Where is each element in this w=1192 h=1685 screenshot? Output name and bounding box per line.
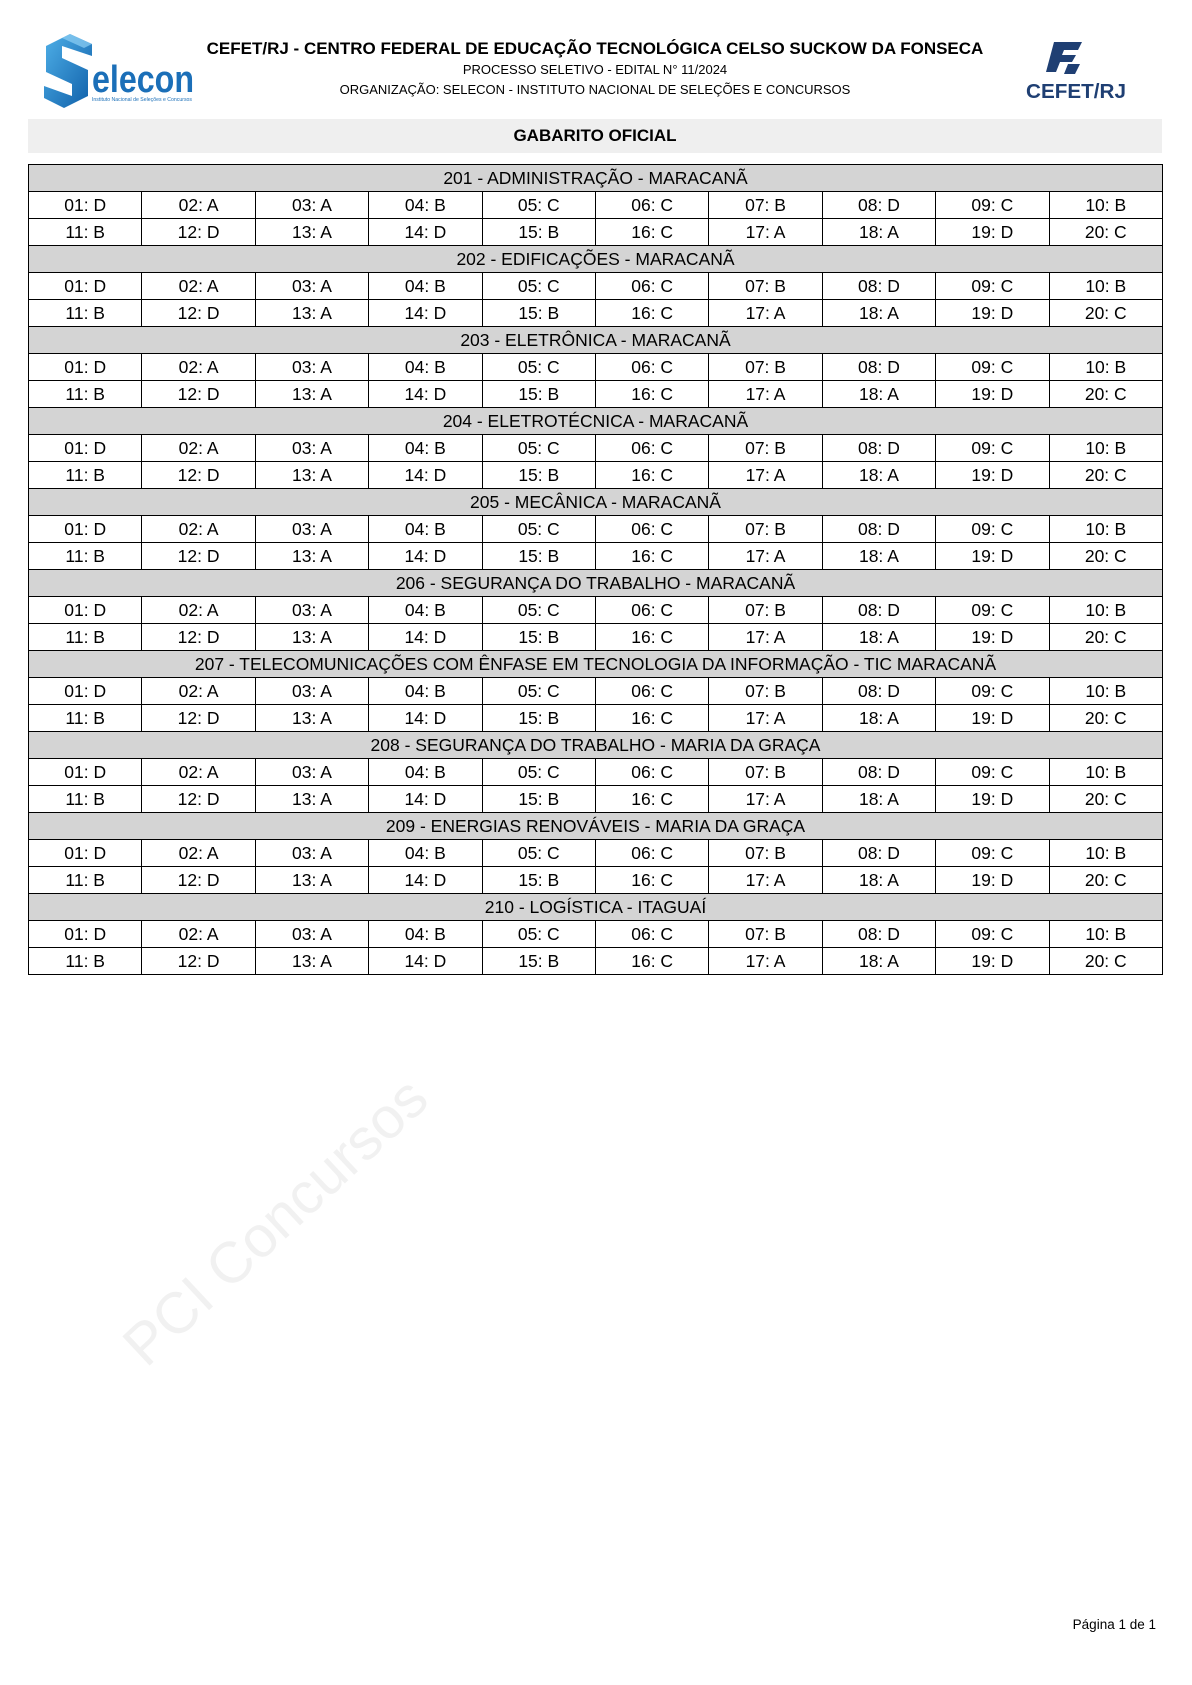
answer-cell: 01: D	[29, 597, 142, 624]
answer-cell: 02: A	[142, 678, 255, 705]
answer-cell: 11: B	[29, 867, 142, 894]
answer-row	[29, 867, 1163, 894]
answer-cell: 08: D	[822, 759, 935, 786]
course-title: 208 - SEGURANÇA DO TRABALHO - MARIA DA GRAÇA	[29, 732, 1163, 759]
answer-cell: 05: C	[482, 354, 595, 381]
answer-cell: 17: A	[709, 948, 822, 975]
answer-cell: 19: D	[936, 624, 1049, 651]
answer-cell: 04: B	[369, 435, 482, 462]
answer-cell: 16: C	[595, 219, 708, 246]
answer-cell: 06: C	[595, 921, 708, 948]
document-header	[0, 0, 1192, 112]
answer-cell: 09: C	[936, 759, 1049, 786]
answer-row	[29, 786, 1163, 813]
answer-cell: 04: B	[369, 759, 482, 786]
answer-cell: 10: B	[1049, 192, 1162, 219]
answer-cell: 03: A	[255, 840, 368, 867]
answer-cell: 06: C	[595, 192, 708, 219]
answer-cell: 02: A	[142, 840, 255, 867]
answer-cell: 16: C	[595, 948, 708, 975]
answer-cell: 08: D	[822, 921, 935, 948]
page-number: Página 1 de 1	[1072, 1617, 1156, 1632]
answer-cell: 10: B	[1049, 597, 1162, 624]
edital-subtitle: PROCESSO SELETIVO - EDITAL N° 11/2024	[462, 62, 728, 77]
answer-cell: 05: C	[482, 597, 595, 624]
answer-cell: 19: D	[936, 948, 1049, 975]
answer-row	[29, 597, 1163, 624]
course-header-row	[29, 246, 1163, 273]
answer-cell: 16: C	[595, 462, 708, 489]
answer-cell: 03: A	[255, 678, 368, 705]
answer-cell: 12: D	[142, 219, 255, 246]
answer-cell: 20: C	[1049, 948, 1162, 975]
cefet-rj-logo	[1020, 38, 1140, 104]
answer-cell: 09: C	[936, 192, 1049, 219]
answer-cell: 06: C	[595, 354, 708, 381]
answer-cell: 04: B	[369, 921, 482, 948]
answer-cell: 05: C	[482, 273, 595, 300]
answer-cell: 04: B	[369, 192, 482, 219]
answer-cell: 08: D	[822, 354, 935, 381]
answer-cell: 03: A	[255, 759, 368, 786]
answer-cell: 13: A	[255, 867, 368, 894]
answer-cell: 19: D	[936, 543, 1049, 570]
answer-cell: 11: B	[29, 543, 142, 570]
answer-cell: 02: A	[142, 921, 255, 948]
answer-cell: 15: B	[482, 543, 595, 570]
answer-cell: 09: C	[936, 597, 1049, 624]
answer-cell: 18: A	[822, 462, 935, 489]
answer-cell: 10: B	[1049, 759, 1162, 786]
answer-cell: 09: C	[936, 516, 1049, 543]
answer-cell: 03: A	[255, 192, 368, 219]
answer-cell: 15: B	[482, 381, 595, 408]
answer-cell: 04: B	[369, 516, 482, 543]
answer-cell: 15: B	[482, 219, 595, 246]
answer-cell: 20: C	[1049, 705, 1162, 732]
answer-cell: 05: C	[482, 759, 595, 786]
course-header-row	[29, 165, 1163, 192]
selecon-logo-text: elecon	[92, 59, 194, 101]
watermark: PCI Concursos	[110, 1064, 441, 1379]
course-title: 206 - SEGURANÇA DO TRABALHO - MARACANÃ	[29, 570, 1163, 597]
answer-cell: 13: A	[255, 462, 368, 489]
organization-line: ORGANIZAÇÃO: SELECON - INSTITUTO NACIONAL DE SELEÇÕES E CONCURSOS	[339, 82, 851, 97]
answer-cell: 12: D	[142, 948, 255, 975]
answer-cell: 16: C	[595, 786, 708, 813]
selecon-logo-tagline: Instituto Nacional de Seleções e Concursos	[92, 97, 193, 103]
answer-cell: 15: B	[482, 948, 595, 975]
answer-cell: 01: D	[29, 192, 142, 219]
answer-cell: 20: C	[1049, 624, 1162, 651]
answer-cell: 08: D	[822, 597, 935, 624]
answer-cell: 17: A	[709, 462, 822, 489]
answer-cell: 02: A	[142, 354, 255, 381]
answer-cell: 04: B	[369, 354, 482, 381]
answer-cell: 05: C	[482, 840, 595, 867]
answer-cell: 13: A	[255, 786, 368, 813]
answer-cell: 12: D	[142, 543, 255, 570]
answer-cell: 17: A	[709, 219, 822, 246]
answer-cell: 08: D	[822, 678, 935, 705]
answer-row	[29, 354, 1163, 381]
answer-cell: 06: C	[595, 273, 708, 300]
answer-cell: 14: D	[369, 543, 482, 570]
answer-row	[29, 192, 1163, 219]
answer-row	[29, 381, 1163, 408]
answer-cell: 08: D	[822, 435, 935, 462]
answer-cell: 14: D	[369, 948, 482, 975]
answer-cell: 01: D	[29, 516, 142, 543]
answer-cell: 03: A	[255, 354, 368, 381]
answer-cell: 17: A	[709, 381, 822, 408]
answer-cell: 07: B	[709, 516, 822, 543]
answer-key-body	[29, 165, 1163, 975]
answer-cell: 06: C	[595, 516, 708, 543]
answer-cell: 09: C	[936, 921, 1049, 948]
answer-cell: 10: B	[1049, 273, 1162, 300]
answer-cell: 12: D	[142, 381, 255, 408]
answer-cell: 16: C	[595, 300, 708, 327]
answer-row	[29, 840, 1163, 867]
answer-cell: 18: A	[822, 705, 935, 732]
answer-cell: 10: B	[1049, 516, 1162, 543]
answer-cell: 20: C	[1049, 300, 1162, 327]
answer-cell: 07: B	[709, 759, 822, 786]
answer-cell: 06: C	[595, 597, 708, 624]
course-header-row	[29, 327, 1163, 354]
answer-cell: 14: D	[369, 300, 482, 327]
answer-cell: 20: C	[1049, 543, 1162, 570]
answer-cell: 13: A	[255, 705, 368, 732]
answer-cell: 15: B	[482, 624, 595, 651]
answer-cell: 01: D	[29, 759, 142, 786]
answer-cell: 14: D	[369, 786, 482, 813]
page-title: CEFET/RJ - CENTRO FEDERAL DE EDUCAÇÃO TECNOLÓGICA CELSO SUCKOW DA FONSECA	[206, 39, 984, 58]
answer-cell: 10: B	[1049, 678, 1162, 705]
answer-cell: 09: C	[936, 678, 1049, 705]
answer-cell: 02: A	[142, 759, 255, 786]
answer-cell: 03: A	[255, 597, 368, 624]
answer-row	[29, 759, 1163, 786]
answer-row	[29, 273, 1163, 300]
answer-cell: 14: D	[369, 705, 482, 732]
course-title: 209 - ENERGIAS RENOVÁVEIS - MARIA DA GRAÇA	[29, 813, 1163, 840]
course-title: 205 - MECÂNICA - MARACANÃ	[29, 489, 1163, 516]
answer-cell: 02: A	[142, 192, 255, 219]
answer-cell: 11: B	[29, 219, 142, 246]
answer-cell: 17: A	[709, 300, 822, 327]
answer-cell: 05: C	[482, 921, 595, 948]
answer-cell: 08: D	[822, 516, 935, 543]
answer-cell: 04: B	[369, 273, 482, 300]
answer-cell: 16: C	[595, 867, 708, 894]
answer-row	[29, 678, 1163, 705]
answer-cell: 14: D	[369, 867, 482, 894]
answer-cell: 08: D	[822, 840, 935, 867]
answer-cell: 15: B	[482, 867, 595, 894]
answer-cell: 14: D	[369, 219, 482, 246]
answer-cell: 10: B	[1049, 840, 1162, 867]
answer-cell: 15: B	[482, 462, 595, 489]
answer-cell: 08: D	[822, 192, 935, 219]
gabarito-banner: GABARITO OFICIAL	[28, 119, 1162, 153]
answer-cell: 08: D	[822, 273, 935, 300]
answer-cell: 11: B	[29, 381, 142, 408]
course-header-row	[29, 651, 1163, 678]
answer-cell: 09: C	[936, 435, 1049, 462]
answer-cell: 16: C	[595, 705, 708, 732]
answer-cell: 13: A	[255, 543, 368, 570]
answer-cell: 12: D	[142, 705, 255, 732]
answer-cell: 02: A	[142, 435, 255, 462]
answer-cell: 03: A	[255, 921, 368, 948]
cefet-rj-logo-text: CEFET/RJ	[1026, 81, 1126, 103]
course-header-row	[29, 732, 1163, 759]
answer-cell: 10: B	[1049, 354, 1162, 381]
answer-cell: 06: C	[595, 678, 708, 705]
answer-cell: 16: C	[595, 381, 708, 408]
answer-cell: 11: B	[29, 705, 142, 732]
answer-cell: 03: A	[255, 435, 368, 462]
answer-cell: 12: D	[142, 300, 255, 327]
answer-row	[29, 435, 1163, 462]
answer-cell: 15: B	[482, 786, 595, 813]
selecon-logo	[40, 30, 200, 112]
answer-cell: 14: D	[369, 381, 482, 408]
answer-cell: 10: B	[1049, 435, 1162, 462]
answer-cell: 07: B	[709, 597, 822, 624]
answer-cell: 05: C	[482, 435, 595, 462]
answer-cell: 17: A	[709, 624, 822, 651]
answer-cell: 07: B	[709, 192, 822, 219]
answer-cell: 01: D	[29, 273, 142, 300]
answer-cell: 06: C	[595, 435, 708, 462]
answer-cell: 10: B	[1049, 921, 1162, 948]
answer-cell: 14: D	[369, 624, 482, 651]
answer-cell: 18: A	[822, 948, 935, 975]
course-header-row	[29, 813, 1163, 840]
course-title: 207 - TELECOMUNICAÇÕES COM ÊNFASE EM TECNOLOGIA DA INFORMAÇÃO - TIC MARACANÃ	[29, 651, 1163, 678]
answer-cell: 12: D	[142, 462, 255, 489]
answer-cell: 06: C	[595, 840, 708, 867]
answer-cell: 20: C	[1049, 867, 1162, 894]
answer-cell: 12: D	[142, 624, 255, 651]
header-titles	[180, 38, 1010, 100]
answer-cell: 04: B	[369, 597, 482, 624]
answer-cell: 16: C	[595, 543, 708, 570]
answer-cell: 11: B	[29, 462, 142, 489]
answer-row	[29, 219, 1163, 246]
course-header-row	[29, 489, 1163, 516]
answer-cell: 19: D	[936, 219, 1049, 246]
answer-cell: 01: D	[29, 354, 142, 381]
answer-cell: 12: D	[142, 786, 255, 813]
answer-cell: 02: A	[142, 597, 255, 624]
answer-cell: 11: B	[29, 300, 142, 327]
course-title: 202 - EDIFICAÇÕES - MARACANÃ	[29, 246, 1163, 273]
answer-cell: 07: B	[709, 435, 822, 462]
answer-cell: 14: D	[369, 462, 482, 489]
answer-cell: 04: B	[369, 840, 482, 867]
answer-row	[29, 543, 1163, 570]
course-header-row	[29, 570, 1163, 597]
answer-cell: 11: B	[29, 786, 142, 813]
answer-cell: 04: B	[369, 678, 482, 705]
course-title: 201 - ADMINISTRAÇÃO - MARACANÃ	[29, 165, 1163, 192]
course-title: 204 - ELETROTÉCNICA - MARACANÃ	[29, 408, 1163, 435]
answer-cell: 19: D	[936, 786, 1049, 813]
answer-row	[29, 300, 1163, 327]
answer-cell: 19: D	[936, 381, 1049, 408]
answer-cell: 17: A	[709, 867, 822, 894]
answer-cell: 18: A	[822, 543, 935, 570]
answer-cell: 15: B	[482, 705, 595, 732]
answer-cell: 09: C	[936, 273, 1049, 300]
answer-cell: 01: D	[29, 840, 142, 867]
answer-cell: 18: A	[822, 381, 935, 408]
answer-cell: 20: C	[1049, 381, 1162, 408]
answer-cell: 05: C	[482, 192, 595, 219]
course-header-row	[29, 894, 1163, 921]
answer-row	[29, 624, 1163, 651]
answer-cell: 20: C	[1049, 786, 1162, 813]
answer-row	[29, 516, 1163, 543]
answer-row	[29, 462, 1163, 489]
answer-cell: 15: B	[482, 300, 595, 327]
course-title: 203 - ELETRÔNICA - MARACANÃ	[29, 327, 1163, 354]
answer-cell: 02: A	[142, 273, 255, 300]
answer-cell: 01: D	[29, 921, 142, 948]
answer-cell: 13: A	[255, 381, 368, 408]
answer-cell: 07: B	[709, 354, 822, 381]
course-header-row	[29, 408, 1163, 435]
answer-cell: 05: C	[482, 678, 595, 705]
answer-cell: 13: A	[255, 300, 368, 327]
answer-cell: 17: A	[709, 543, 822, 570]
answer-row	[29, 705, 1163, 732]
answer-cell: 11: B	[29, 948, 142, 975]
answer-cell: 19: D	[936, 867, 1049, 894]
answer-cell: 07: B	[709, 678, 822, 705]
answer-cell: 17: A	[709, 705, 822, 732]
answer-cell: 13: A	[255, 948, 368, 975]
answer-cell: 18: A	[822, 624, 935, 651]
answer-cell: 13: A	[255, 219, 368, 246]
answer-cell: 19: D	[936, 300, 1049, 327]
answer-cell: 03: A	[255, 516, 368, 543]
answer-cell: 06: C	[595, 759, 708, 786]
answer-cell: 18: A	[822, 867, 935, 894]
answer-key-table	[28, 164, 1163, 975]
answer-cell: 07: B	[709, 840, 822, 867]
answer-cell: 18: A	[822, 300, 935, 327]
answer-row	[29, 948, 1163, 975]
answer-cell: 11: B	[29, 624, 142, 651]
answer-cell: 18: A	[822, 786, 935, 813]
answer-cell: 09: C	[936, 354, 1049, 381]
answer-row	[29, 921, 1163, 948]
answer-cell: 19: D	[936, 705, 1049, 732]
answer-cell: 20: C	[1049, 219, 1162, 246]
answer-cell: 01: D	[29, 678, 142, 705]
answer-cell: 03: A	[255, 273, 368, 300]
answer-cell: 20: C	[1049, 462, 1162, 489]
answer-cell: 13: A	[255, 624, 368, 651]
answer-cell: 02: A	[142, 516, 255, 543]
answer-cell: 17: A	[709, 786, 822, 813]
answer-cell: 19: D	[936, 462, 1049, 489]
answer-cell: 09: C	[936, 840, 1049, 867]
answer-cell: 05: C	[482, 516, 595, 543]
answer-cell: 07: B	[709, 921, 822, 948]
answer-cell: 16: C	[595, 624, 708, 651]
course-title: 210 - LOGÍSTICA - ITAGUAÍ	[29, 894, 1163, 921]
answer-cell: 07: B	[709, 273, 822, 300]
answer-cell: 01: D	[29, 435, 142, 462]
answer-cell: 12: D	[142, 867, 255, 894]
answer-cell: 18: A	[822, 219, 935, 246]
